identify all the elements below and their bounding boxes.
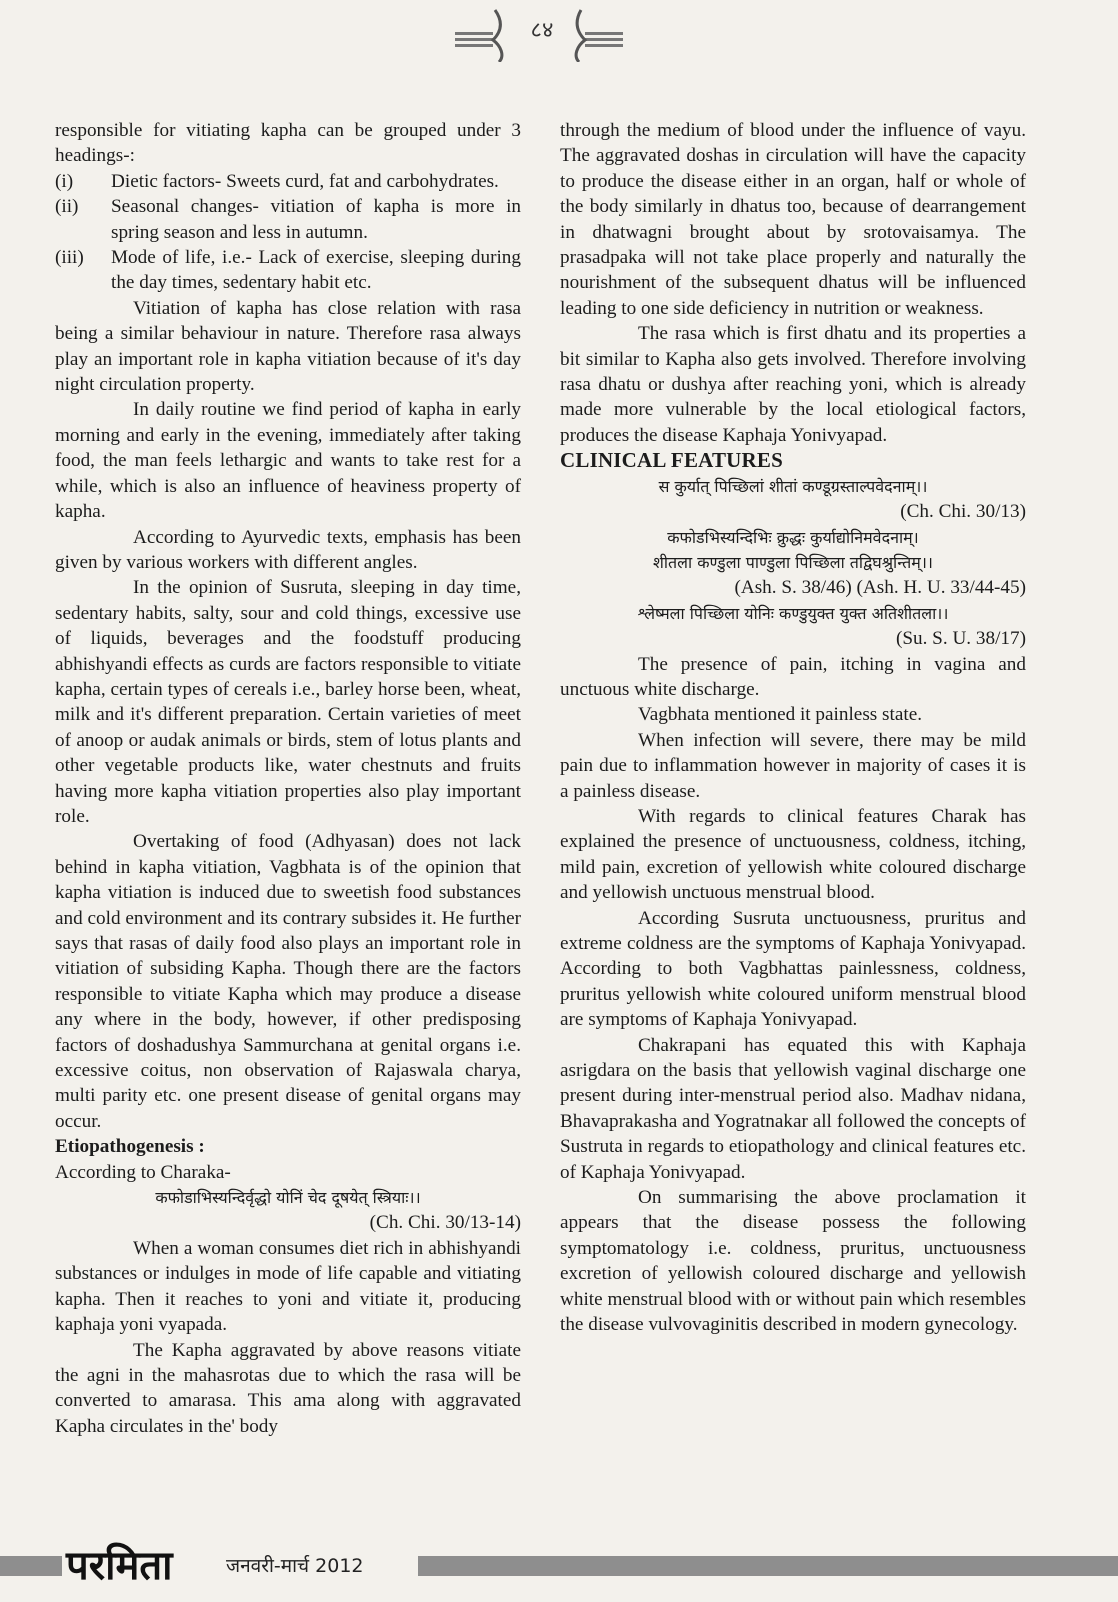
page-header (0, 6, 1118, 62)
paragraph: The rasa which is first dhatu and its properties a bit similar to Kapha also gets involved. Therefore involving rasa dhatu or dushya after reaching yoni, which is already made more vulnerable by the local etiological factors, produces the disease Kaphaja Yonivyapad. (560, 323, 1026, 446)
paragraph: With regards to clinical features Charak has explained the presence of unctuousness, coldness, itching, mild pain, excretion of yellowish white coloured discharge and yellowish unctuous menstrual blood. (560, 805, 1026, 904)
issue-date: जनवरी-मार्च 2012 (226, 1555, 364, 1577)
paragraph: According to Ayurvedic texts, emphasis has been given by various workers with different angles. (55, 526, 521, 573)
list-item (55, 169, 521, 194)
page-footer (0, 1538, 1118, 1602)
footer-rule (0, 1556, 62, 1576)
paragraph: Overtaking of food (Adhyasan) does not lack behind in kapha vitiation, Vagbhata is of the opinion that kapha vitiation is induced due to sweetish food substances and cold environment and its contrary subsides it. He further says that rasas of daily food also plays an important role in vitiation of subsiding Kapha. Though there are the factors responsible to vitiate Kapha which may produce a disease any where in the body, however, if other predisposing factors of doshadushya Sammurchana at genital organs i.e. excessive coitus, non observation of Rajaswala charya, multi parity etc. one present disease of genital organs may occur. (55, 831, 521, 1132)
citation: (Ash. S. 38/46) (Ash. H. U. 33/44-45) (734, 577, 1026, 599)
sanskrit-verse: कफोडभिस्यन्दिभिः क्रुद्धः कुर्याद्योनिमवेदनाम्। (667, 527, 919, 547)
paragraph: In the opinion of Susruta, sleeping in day time, sedentary habits, salty, sour and cold things, excessive use of liquids, beverages and the foodstuff producing abhishyandi effects as curds are factors responsible to vitiate kapha, certain types of cereals i.e., barley horse been, wheat, milk and it's different preparation. Certain varieties of meet of anoop or audak animals or birds, stem of lotus plants and other vegetable products like, water chestnuts and fruits having more kapha vitiation properties also play important role. (55, 577, 521, 827)
paragraph: In daily routine we find period of kapha in early morning and early in the evening, immediately after taking food, the man feels lethargic and wants to take rest for a while, which is also an influence of heaviness property of kapha. (55, 399, 521, 523)
left-column (55, 118, 521, 1439)
subheading: According to Charaka- (55, 1161, 231, 1183)
journal-logo: परमिता (66, 1543, 173, 1589)
paragraph: Vitiation of kapha has close relation with rasa being a similar behaviour in nature. Therefore rasa always play an important role in kapha vitiation because of it's day night circulation property. (55, 297, 521, 396)
citation: (Ch. Chi. 30/13-14) (369, 1212, 521, 1234)
intro-paragraph: responsible for vitiating kapha can be grouped under 3 headings-: (55, 120, 521, 167)
list-number: (i) (55, 170, 74, 192)
paragraph: According Susruta unctuousness, pruritus and extreme coldness are the symptoms of Kaphaja Yonivyapad. According to both Vagbhattas painlessness, coldness, pruritus yellowish white coloured uniform menstrual blood are symptoms of Kaphaja Yonivyapad. (560, 907, 1026, 1031)
list-text: Seasonal changes- vitiation of kapha is more in spring season and less in autumn. (111, 196, 521, 243)
list-item (55, 194, 521, 245)
paragraph: The presence of pain, itching in vagina and unctuous white discharge. (560, 653, 1026, 700)
right-ornament-icon (565, 6, 625, 62)
left-ornament-icon (455, 6, 515, 62)
list-item (55, 245, 521, 296)
sanskrit-verse: कफोडाभिस्यन्दिर्वृद्धो योनिं चेद दूषयेत् स्त्रियाः।। (155, 1188, 421, 1208)
paragraph: through the medium of blood under the influence of vayu. The aggravated doshas in circulation will have the capacity to produce the disease either in an organ, half or whole of the body similarly in dhatus too, because of dearrangement in dhatwagni brought about by srotovaisamya. The prasadpaka will not take place properly and naturally the nourishment of the subsequent dhatus will be influenced leading to one side deficiency in nutrition or weakness. (560, 120, 1026, 319)
section-heading: CLINICAL FEATURES (560, 448, 783, 473)
footer-rule (418, 1556, 1118, 1576)
paragraph: The Kapha aggravated by above reasons vitiate the agni in the mahasrotas due to which the rasa will be converted to amarasa. This ama along with aggravated Kapha circulates in the' body (55, 1339, 521, 1437)
paragraph: When a woman consumes diet rich in abhishyandi substances or indulges in mode of life capable and vitiating kapha. Then it reaches to yoni and vitiate it, producing kaphaja yoni vyapada. (55, 1237, 521, 1336)
paragraph: Vagbhata mentioned it painless state. (638, 704, 923, 726)
list-text: Dietic factors- Sweets curd, fat and carbohydrates. (111, 170, 499, 192)
paragraph: On summarising the above proclamation it appears that the disease possess the following symptomatology i.e. coldness, pruritus, unctuousness excretion of yellowish coloured discharge and yellowish white menstrual blood with or without pain which resembles the disease vulvovaginitis described in modern gynecology. (560, 1187, 1026, 1336)
paragraph: When infection will severe, there may be mild pain due to inflammation however in majority of cases it is a painless disease. (560, 729, 1026, 802)
section-heading: Etiopathogenesis : (55, 1136, 205, 1158)
right-column (560, 118, 1026, 1338)
list-number: (ii) (55, 196, 79, 218)
citation: (Ch. Chi. 30/13) (900, 501, 1026, 523)
list-number: (iii) (55, 247, 84, 269)
page-number: ८४ (530, 18, 554, 43)
sanskrit-verse: श्लेष्मला पिच्छिला योनिः कण्डुयुक्त युक्त अतिशीतला।। (637, 603, 949, 623)
sanskrit-verse: शीतला कण्डुला पाण्डुला पिच्छिला तद्विघश्रुन्तिम्।। (653, 552, 933, 572)
list-text: Mode of life, i.e.- Lack of exercise, sleeping during the day times, sedentary habit etc. (111, 247, 521, 294)
sanskrit-verse: स कुर्यात् पिच्छिलां शीतां कण्डूग्रस्ताल्पवेदनाम्।। (658, 476, 928, 496)
citation: (Su. S. U. 38/17) (895, 628, 1026, 650)
paragraph: Chakrapani has equated this with Kaphaja asrigdara on the basis that yellowish vaginal discharge one present during inter-menstrual period also. Madhav nidana, Bhavaprakasha and Yogratnakar all followed the concepts of Sustruta in regards to etiopathology and clinical features etc. of Kaphaja Yonivyapad. (560, 1034, 1026, 1183)
